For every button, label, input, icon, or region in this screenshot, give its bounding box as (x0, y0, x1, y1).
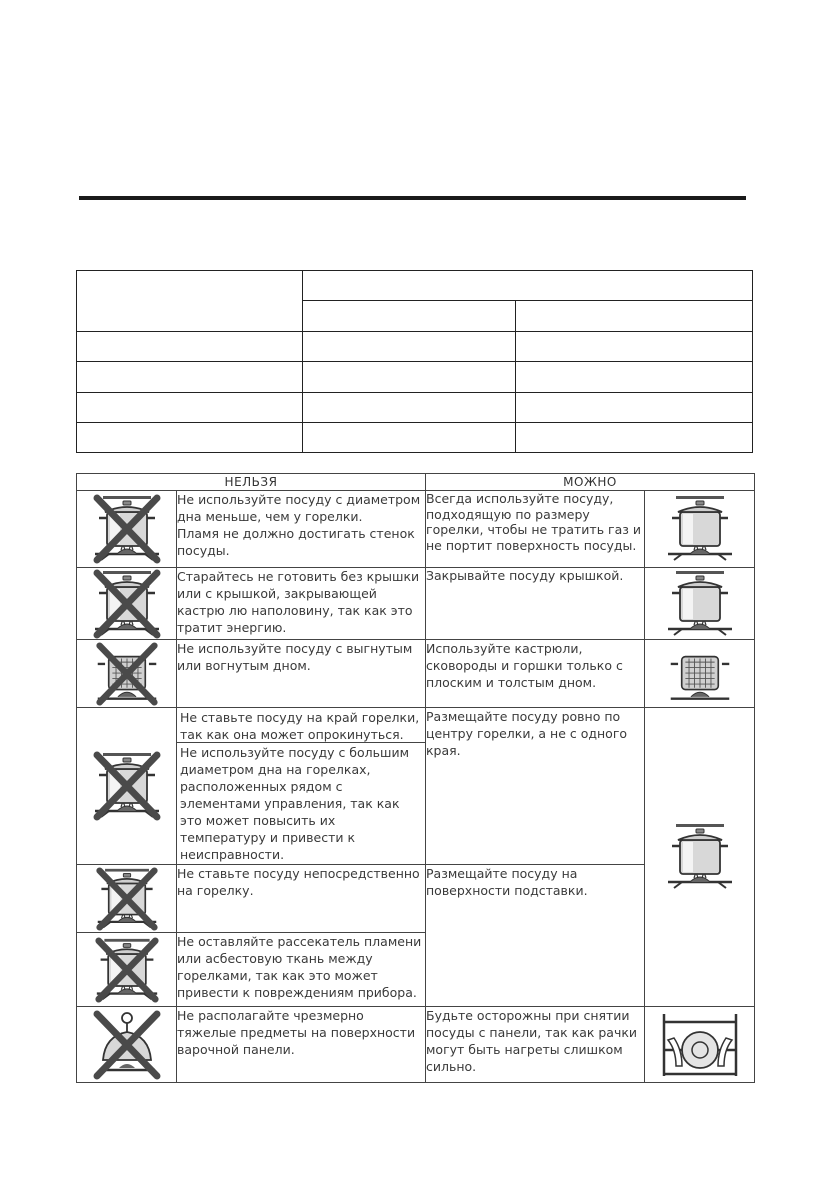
empty-cell (516, 301, 753, 332)
empty-cell (303, 332, 516, 362)
centered-pot-image (645, 708, 755, 1007)
flat-bottom-pot-image (645, 640, 755, 708)
hot-handles-image (645, 1007, 755, 1083)
empty-cell (303, 301, 516, 332)
row4-dont-text-b: Не используйте посуду с большим диаметром дна на горелках, расположенных рядом с элементами управления, так как это может повысить их температуру и привести к неисправности. (177, 742, 425, 864)
curved-bottom-crossed-image (77, 640, 177, 708)
no-lid-pot-crossed-image (77, 568, 177, 640)
header-dont: НЕЛЬЗЯ (77, 474, 426, 491)
heavy-object-crossed-image (77, 1007, 177, 1083)
empty-cell (77, 393, 303, 423)
direct-burner-crossed-image (77, 865, 177, 933)
row2-dont-text: Старайтесь не готовить без крышки или с крышкой, закрывающей кастрю лю наполовину, так как это тратит энергию. (177, 568, 426, 640)
row4-dont-text-a: Не ставьте посуду на край горелки, так как она может опрокинуться. (180, 710, 420, 742)
empty-cell (516, 362, 753, 393)
empty-cell (77, 423, 303, 453)
row6-dont-text: Не оставляйте рассекатель пламени или асбестовую ткань между горелками, так как это может привести к повреждениям прибора. (177, 933, 426, 1007)
small-pot-crossed-image (77, 491, 177, 568)
row3-do-text: Используйте кастрюли, сковороды и горшки только с плоским и толстым дном. (426, 640, 645, 708)
row4-dont-cell (177, 708, 426, 865)
row2-do-text: Закрывайте посуду крышкой. (426, 568, 645, 640)
row7-dont-text: Не располагайте чрезмерно тяжелые предметы на поверхности варочной панели. (177, 1007, 426, 1083)
edge-pot-crossed-image (77, 708, 177, 865)
empty-cell (516, 332, 753, 362)
row4-do-text: Размещайте посуду ровно по центру горелки, а не с одного края. (426, 708, 645, 865)
row1-dont-main: Не используйте посуду с диаметром дна меньше, чем у горелки. (177, 492, 421, 524)
empty-cell (77, 332, 303, 362)
header-divider (79, 196, 746, 200)
flame-spreader-crossed-image (77, 933, 177, 1007)
row1-do-text: Всегда используйте посуду, подходящую по размеру горелки, чтобы не тратить газ и не портит поверхность посуды. (426, 491, 645, 568)
row7-do-text: Будьте осторожны при снятии посуды с панели, так как рачки могут быть нагреты слишком сильно. (426, 1007, 645, 1083)
empty-cell (77, 362, 303, 393)
empty-cell (303, 362, 516, 393)
empty-cell (303, 393, 516, 423)
header-do: МОЖНО (426, 474, 755, 491)
cookware-usage-table (76, 473, 755, 1083)
empty-cell (303, 271, 753, 301)
row3-dont-text: Не используйте посуду с выгнутым или вогнутым дном. (177, 640, 426, 708)
row1-dont-extra: Пламя не должно достигать стенок посуды. (177, 526, 415, 558)
empty-cell (77, 271, 303, 332)
row5-do-text: Размещайте посуду на поверхности подставки. (426, 865, 645, 1007)
row1-dont-text (177, 491, 426, 568)
lidded-pot-image (645, 568, 755, 640)
empty-cell (516, 393, 753, 423)
empty-cell (303, 423, 516, 453)
empty-cell (516, 423, 753, 453)
row5-dont-text: Не ставьте посуду непосредственно на горелку. (177, 865, 426, 933)
fitting-pot-image (645, 491, 755, 568)
empty-specs-table (76, 270, 753, 453)
